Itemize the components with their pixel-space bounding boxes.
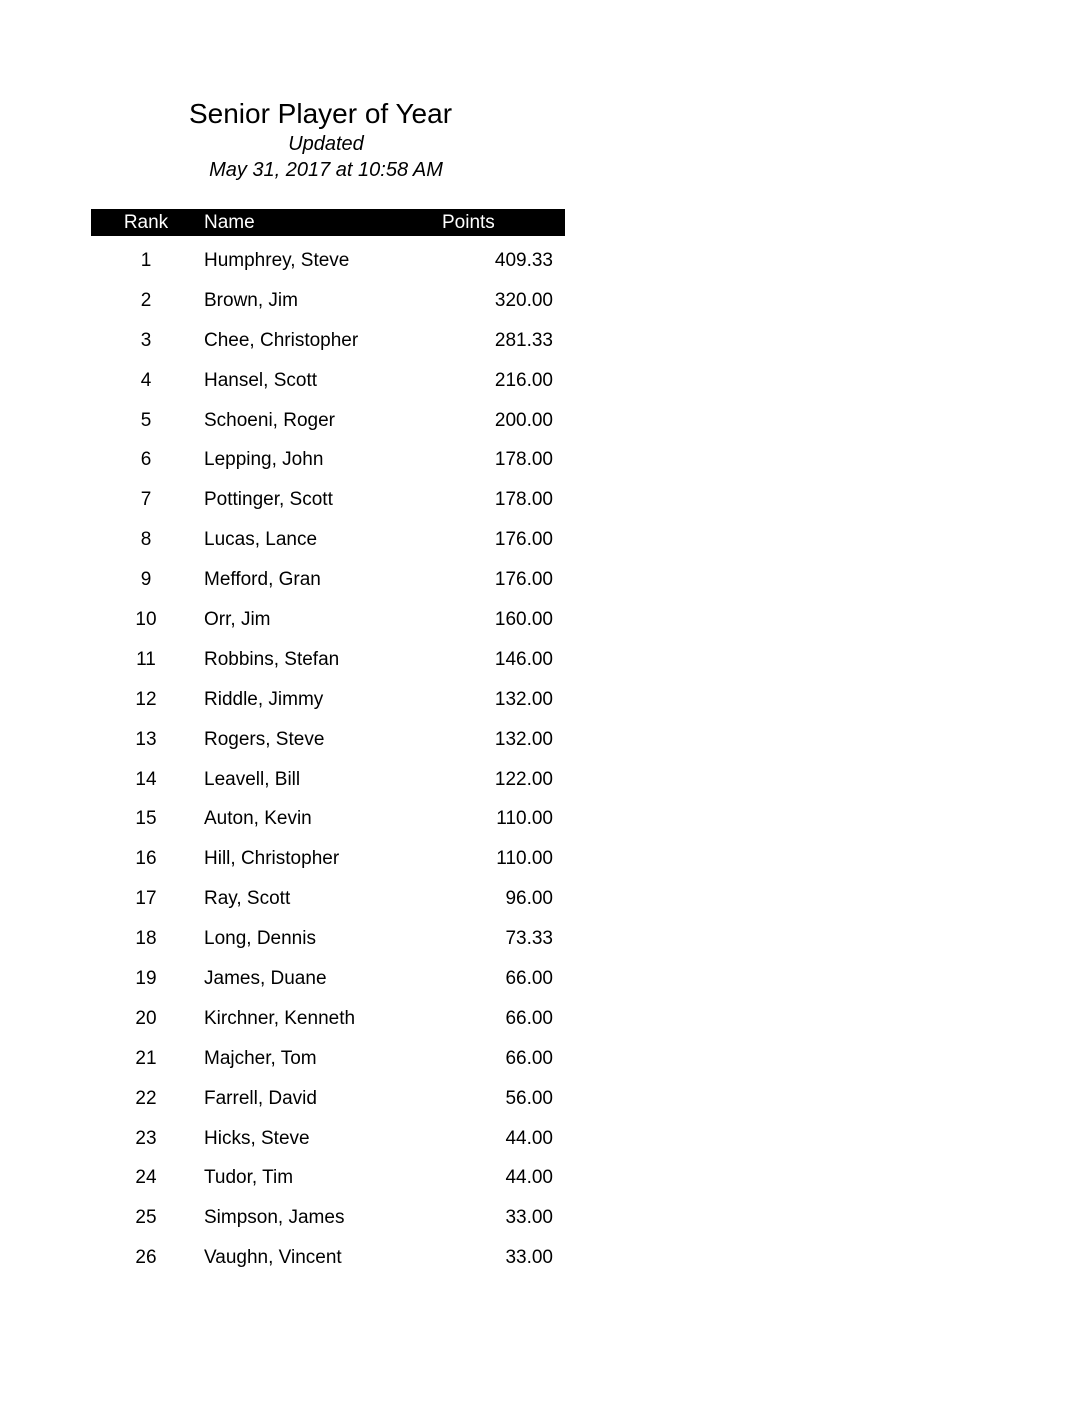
points-cell: 200.00 <box>494 409 553 431</box>
points-cell: 178.00 <box>494 489 553 511</box>
table-row <box>91 760 565 800</box>
player-name-cell: Leavell, Bill <box>204 768 301 790</box>
page-title-text: Senior Player of Year <box>188 98 453 129</box>
player-name-cell: Kirchner, Kenneth <box>204 1007 356 1029</box>
table-row <box>91 361 565 401</box>
rank-cell: 24 <box>135 1167 157 1189</box>
points-cell: 66.00 <box>505 968 553 990</box>
points-cell: 409.33 <box>494 250 553 271</box>
points-cell: 44.00 <box>505 1127 553 1149</box>
updated-label: Updated <box>288 133 364 155</box>
rank-cell: 5 <box>140 409 152 431</box>
rank-cell: 17 <box>135 888 157 910</box>
table-row <box>91 560 565 600</box>
table-row <box>91 281 565 321</box>
points-cell: 146.00 <box>494 648 553 670</box>
points-cell: 110.00 <box>496 848 553 870</box>
table-row <box>91 1119 565 1159</box>
column-header-rank: Rank <box>123 212 169 233</box>
table-row <box>91 1039 565 1079</box>
table-row <box>91 839 565 879</box>
table-row <box>91 440 565 480</box>
table-row <box>91 640 565 680</box>
table-row <box>91 401 565 441</box>
player-name-cell: Lepping, John <box>204 449 324 471</box>
player-name-cell: Hansel, Scott <box>204 369 317 391</box>
rank-cell: 16 <box>135 848 157 870</box>
points-cell: 281.33 <box>494 329 553 351</box>
points-cell: 33.00 <box>505 1247 553 1269</box>
rank-cell: 11 <box>136 648 156 670</box>
rank-cell: 2 <box>140 289 152 311</box>
rank-cell: 3 <box>140 329 152 351</box>
rank-cell: 19 <box>135 968 157 990</box>
table-header <box>91 209 565 236</box>
table-row <box>91 999 565 1039</box>
table-row <box>91 1158 565 1198</box>
rank-cell: 23 <box>135 1127 157 1149</box>
table-row <box>91 720 565 760</box>
rank-cell: 6 <box>140 449 152 471</box>
table-row <box>91 1238 565 1278</box>
table-row <box>91 919 565 959</box>
table-row <box>91 241 565 281</box>
table-row <box>91 879 565 919</box>
table-row <box>91 600 565 640</box>
rank-cell: 21 <box>135 1047 157 1069</box>
points-cell: 122.00 <box>494 768 553 790</box>
table-row <box>91 959 565 999</box>
player-name-cell: Pottinger, Scott <box>204 489 333 511</box>
rank-cell: 13 <box>135 728 157 750</box>
points-cell: 132.00 <box>494 728 553 750</box>
table-row <box>91 1079 565 1119</box>
points-cell: 110.00 <box>496 808 553 830</box>
points-cell: 176.00 <box>494 569 553 591</box>
player-name-cell: Lucas, Lance <box>204 529 318 551</box>
rank-cell: 26 <box>135 1247 157 1269</box>
player-name-cell: Long, Dennis <box>204 928 316 950</box>
player-name-cell: Chee, Christopher <box>204 329 359 351</box>
player-name-cell: Tudor, Tim <box>204 1167 294 1189</box>
rank-cell: 14 <box>135 768 157 790</box>
rank-cell: 25 <box>135 1207 157 1229</box>
player-name-cell: Hill, Christopher <box>204 848 340 870</box>
player-name-cell: Riddle, Jimmy <box>204 688 324 710</box>
points-cell: 132.00 <box>494 688 553 710</box>
player-name-cell: Schoeni, Roger <box>204 409 335 431</box>
points-cell: 176.00 <box>494 529 553 551</box>
player-name-cell: Vaughn, Vincent <box>204 1247 342 1269</box>
column-header-name: Name <box>204 212 255 233</box>
rank-cell: 12 <box>135 688 157 710</box>
table-row <box>91 1198 565 1238</box>
table-row <box>91 321 565 361</box>
player-name-cell: James, Duane <box>204 968 327 990</box>
points-cell: 56.00 <box>505 1087 553 1109</box>
rank-cell: 20 <box>135 1007 157 1029</box>
player-name-cell: Orr, Jim <box>204 609 271 631</box>
player-name-cell: Hicks, Steve <box>204 1127 310 1149</box>
rank-cell: 18 <box>135 928 157 950</box>
points-cell: 96.00 <box>505 888 553 910</box>
player-name-cell: Mefford, Gran <box>204 569 321 591</box>
points-cell: 66.00 <box>505 1007 553 1029</box>
rank-cell: 7 <box>140 489 152 511</box>
points-cell: 66.00 <box>505 1047 553 1069</box>
points-cell: 44.00 <box>505 1167 553 1189</box>
player-name-cell: Brown, Jim <box>204 289 298 311</box>
table-row <box>91 480 565 520</box>
player-name-cell: Rogers, Steve <box>204 728 325 750</box>
rank-cell: 8 <box>140 529 152 551</box>
standings-table-body <box>91 241 565 1278</box>
player-name-cell: Farrell, David <box>204 1087 317 1109</box>
rank-cell: 1 <box>140 250 152 271</box>
points-cell: 73.33 <box>505 928 553 950</box>
player-name-cell: Humphrey, Steve <box>204 250 350 271</box>
rank-cell: 10 <box>135 609 157 631</box>
table-row <box>91 680 565 720</box>
player-name-cell: Majcher, Tom <box>204 1047 317 1069</box>
table-row <box>91 520 565 560</box>
player-name-cell: Robbins, Stefan <box>204 648 340 670</box>
points-cell: 160.00 <box>494 609 553 631</box>
player-name-cell: Auton, Kevin <box>204 808 312 830</box>
points-cell: 216.00 <box>494 369 553 391</box>
column-header-points: Points <box>442 212 495 233</box>
points-cell: 178.00 <box>494 449 553 471</box>
player-name-cell: Simpson, James <box>204 1207 345 1229</box>
table-row <box>91 799 565 839</box>
rank-cell: 15 <box>135 808 157 830</box>
points-cell: 33.00 <box>505 1207 553 1229</box>
rank-cell: 9 <box>140 569 152 591</box>
page-title <box>92 97 565 131</box>
rank-cell: 4 <box>140 369 152 391</box>
player-name-cell: Ray, Scott <box>204 888 291 910</box>
updated-timestamp: May 31, 2017 at 10:58 AM <box>209 159 443 181</box>
rank-cell: 22 <box>135 1087 157 1109</box>
points-cell: 320.00 <box>494 289 553 311</box>
